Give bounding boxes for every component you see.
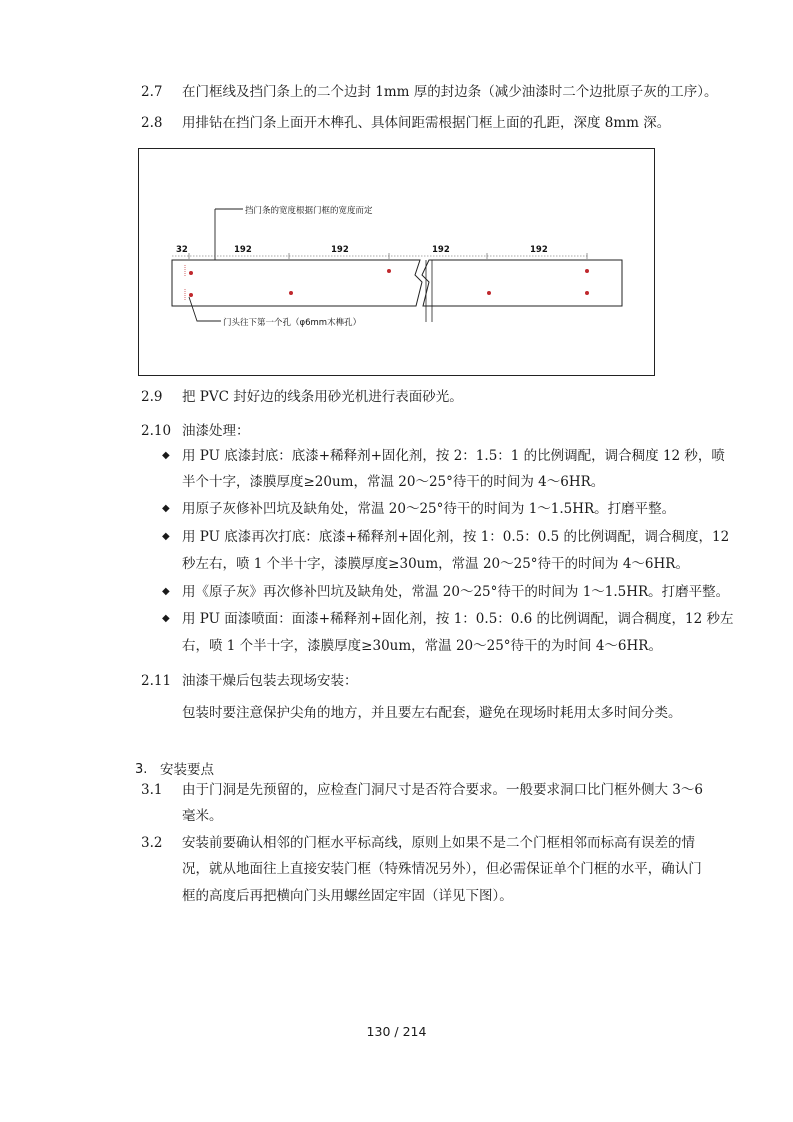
bullet-text: 用 PU 面漆喷面：面漆+稀释剂+固化剂，按 1：0.5：0.6 的比例调配，调合稠度，12 秒左 [182, 611, 734, 627]
hole-dot [387, 269, 391, 273]
item-text: 安装前要确认相邻的门框水平标高线，原则上如果不是二个门框相邻而标高有误差的情 [182, 835, 695, 851]
bullet-text: 用原子灰修补凹坑及缺角处，常温 20～25°待干的时间为 1～1.5HR。打磨平整。 [182, 501, 676, 517]
bullet-text: 用 PU 底漆封底：底漆+稀释剂+固化剂，按 2：1.5：1 的比例调配，调合稠度 12 秒，喷 [182, 448, 725, 464]
section-title: 安装要点 [160, 762, 214, 778]
hole-diagram [138, 148, 655, 376]
item-text: 用排钻在挡门条上面开木榫孔、具体间距需根据门框上面的孔距，深度 8mm 深。 [182, 115, 671, 131]
item-text: 油漆处理： [182, 423, 250, 439]
item-text: 由于门洞是先预留的，应检查门洞尺寸是否符合要求。一般要求洞口比门框外侧大 3～6 [182, 782, 703, 798]
item-number: 2.7 [141, 84, 163, 100]
bullet-text: 半个十字，漆膜厚度≥20um，常温 20～25°待干的时间为 4～6HR。 [182, 474, 605, 490]
hole-dot [189, 293, 193, 297]
hole-dot [487, 291, 491, 295]
bullet-text: 用《原子灰》再次修补凹坑及缺角处，常温 20～25°待干的时间为 1～1.5HR。打磨平整。 [182, 584, 730, 600]
dim-label: 32 [176, 245, 188, 255]
page-number: 130 / 214 [366, 1024, 427, 1039]
hole-diagram-svg [139, 149, 654, 375]
item-text: 况，就从地面往上直接安装门框（特殊情况另外），但必需保证单个门框的水平，确认门 [182, 861, 702, 877]
bullet-text: 用 PU 底漆再次打底：底漆+稀释剂+固化剂，按 1：0.5：0.5 的比例调配，调合稠度，12 [182, 529, 730, 545]
item-text: 油漆干燥后包装去现场安装： [182, 673, 358, 689]
dim-label: 192 [432, 245, 450, 255]
strip-right [422, 260, 622, 306]
dim-label: 192 [331, 245, 349, 255]
bullet-text: 右，喷 1 个半十字，漆膜厚度≥30um，常温 20～25°待干的为时间 4～6HR。 [182, 638, 662, 654]
item-number: 2.9 [141, 389, 163, 405]
item-number: 2.8 [141, 115, 163, 131]
section-number: 3. [135, 762, 148, 777]
bullet-icon: ◆ [162, 613, 170, 624]
item-number: 2.10 [141, 423, 172, 439]
strip-left [172, 260, 422, 306]
hole-dot [189, 271, 193, 275]
bullet-icon: ◆ [162, 586, 170, 597]
item-number: 2.11 [141, 673, 172, 689]
hole-dot [289, 291, 293, 295]
item-subtext: 包装时要注意保护尖角的地方，并且要左右配套，避免在现场时耗用太多时间分类。 [182, 705, 682, 721]
bullet-icon: ◆ [162, 531, 170, 542]
bullet-icon: ◆ [162, 503, 170, 514]
item-number: 3.2 [141, 835, 163, 851]
hole-dot [585, 291, 589, 295]
dim-label: 192 [234, 245, 252, 255]
item-text: 毫米。 [182, 808, 223, 824]
label-width-note: 挡门条的宽度根据门框的宽度而定 [245, 206, 373, 216]
dim-label: 192 [530, 245, 548, 255]
bullet-icon: ◆ [162, 450, 170, 461]
item-text: 在门框线及挡门条上的二个边封 1mm 厚的封边条（减少油漆时二个边批原子灰的工序）。 [182, 84, 718, 100]
item-number: 3.1 [141, 782, 163, 798]
item-text: 框的高度后再把横向门头用螺丝固定牢固（详见下图）。 [182, 888, 513, 904]
item-text: 把 PVC 封好边的线条用砂光机进行表面砂光。 [182, 389, 463, 405]
label-first-hole: 门头往下第一个孔（φ6mm木榫孔） [223, 318, 362, 328]
hole-dot [585, 269, 589, 273]
bullet-text: 秒左右，喷 1 个半十字，漆膜厚度≥30um，常温 20～25°待干的时间为 4～6HR。 [182, 556, 689, 572]
